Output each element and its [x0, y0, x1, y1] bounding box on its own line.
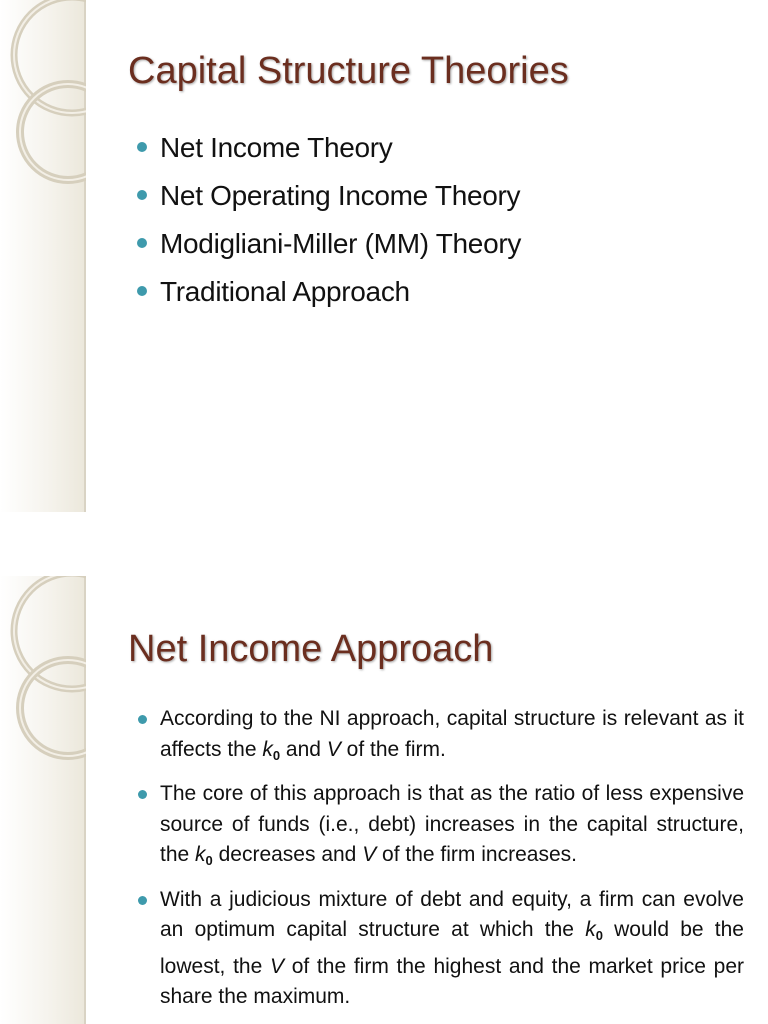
text-segment: of the firm increases. — [376, 843, 577, 866]
list-item — [134, 704, 744, 771]
v-symbol: V — [326, 737, 341, 761]
text-segment: The core of this approach is that as the ratio of less expensive source of funds (i.e., debt) increases in the capital structure, the — [160, 782, 744, 866]
list-item: Modigliani-Miller (MM) Theory — [134, 224, 744, 272]
k-subscript: 0 — [595, 928, 603, 943]
explanation-list — [134, 704, 744, 1021]
text-segment: of the firm the highest and the market price per share the maximum. — [160, 954, 744, 1008]
k-symbol: k — [262, 737, 273, 761]
v-symbol: V — [362, 843, 377, 866]
k-symbol: k — [195, 843, 206, 866]
decorative-rings-icon — [0, 0, 86, 200]
theory-list — [134, 128, 744, 320]
k-subscript: 0 — [272, 747, 281, 763]
text-segment: With a judicious mixture of debt and equity, a firm can evolve an optimum capital structure at which the — [160, 887, 744, 941]
text-segment: would be the lowest, the — [160, 918, 744, 978]
v-symbol: V — [269, 954, 284, 978]
text-segment: and — [280, 737, 327, 761]
list-item: Traditional Approach — [134, 272, 744, 320]
list-item: Net Operating Income Theory — [134, 176, 744, 224]
decorative-rings-icon — [0, 576, 86, 776]
text-segment: decreases and — [212, 843, 363, 866]
list-item: Net Income Theory — [134, 128, 744, 176]
text-segment: of the firm. — [340, 737, 446, 761]
list-item — [134, 885, 744, 1013]
k-subscript: 0 — [205, 853, 213, 868]
slide-net-income-approach — [0, 576, 768, 1024]
text-segment: According to the NI approach, capital structure is relevant as it affects the — [160, 707, 744, 761]
k-symbol: k — [585, 918, 596, 941]
list-item — [134, 779, 744, 877]
slide-title: Capital Structure Theories — [128, 50, 569, 92]
slide-title: Net Income Approach — [128, 628, 494, 670]
